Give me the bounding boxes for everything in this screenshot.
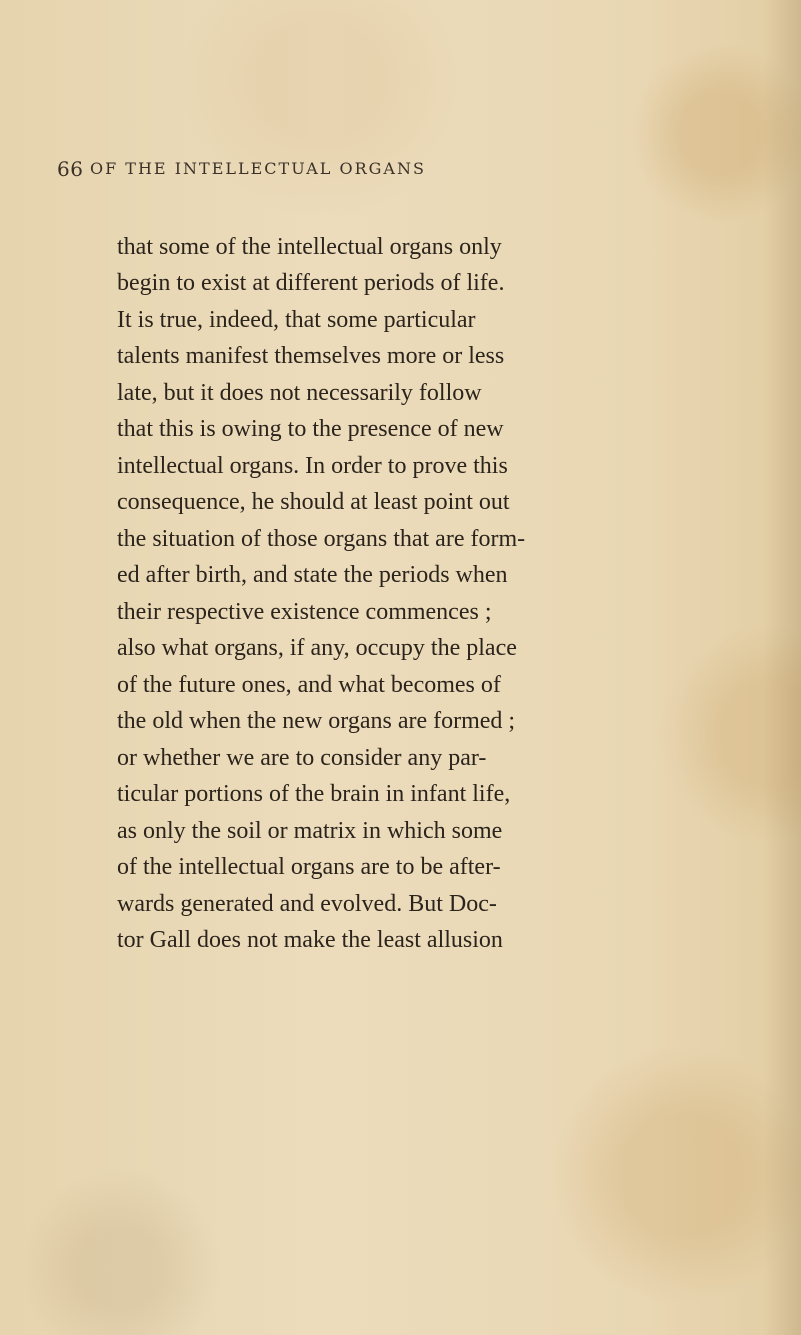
- running-head: OF THE INTELLECTUAL ORGANS: [90, 159, 426, 178]
- text-line: ed after birth, and state the periods when: [117, 562, 508, 588]
- text-line: as only the soil or matrix in which some: [117, 818, 503, 844]
- text-line: wards generated and evolved. But Doc-: [117, 891, 497, 917]
- text-line: consequence, he should at least point out: [117, 489, 510, 515]
- text-line: It is true, indeed, that some particular: [117, 307, 476, 333]
- text-line: or whether we are to consider any par-: [117, 745, 487, 771]
- text-line: ticular portions of the brain in infant life,: [117, 781, 511, 807]
- page-header: [57, 157, 757, 187]
- text-line: also what organs, if any, occupy the place: [117, 635, 517, 661]
- text-line: their respective existence commences ;: [117, 599, 492, 625]
- text-line: that some of the intellectual organs only: [117, 234, 502, 260]
- text-line: talents manifest themselves more or less: [117, 343, 505, 369]
- text-line: intellectual organs. In order to prove this: [117, 453, 508, 479]
- text-line: of the future ones, and what becomes of: [117, 672, 501, 698]
- text-line: tor Gall does not make the least allusion: [117, 927, 503, 953]
- text-line: the situation of those organs that are form-: [117, 526, 526, 552]
- text-line: the old when the new organs are formed ;: [117, 708, 516, 734]
- text-line: late, but it does not necessarily follow: [117, 380, 482, 406]
- text-line: that this is owing to the presence of new: [117, 416, 504, 442]
- text-line: of the intellectual organs are to be after-: [117, 854, 501, 880]
- page-number: 66: [57, 157, 84, 181]
- page-edge-shadow: [763, 0, 801, 1335]
- text-line: begin to exist at different periods of life.: [117, 270, 505, 296]
